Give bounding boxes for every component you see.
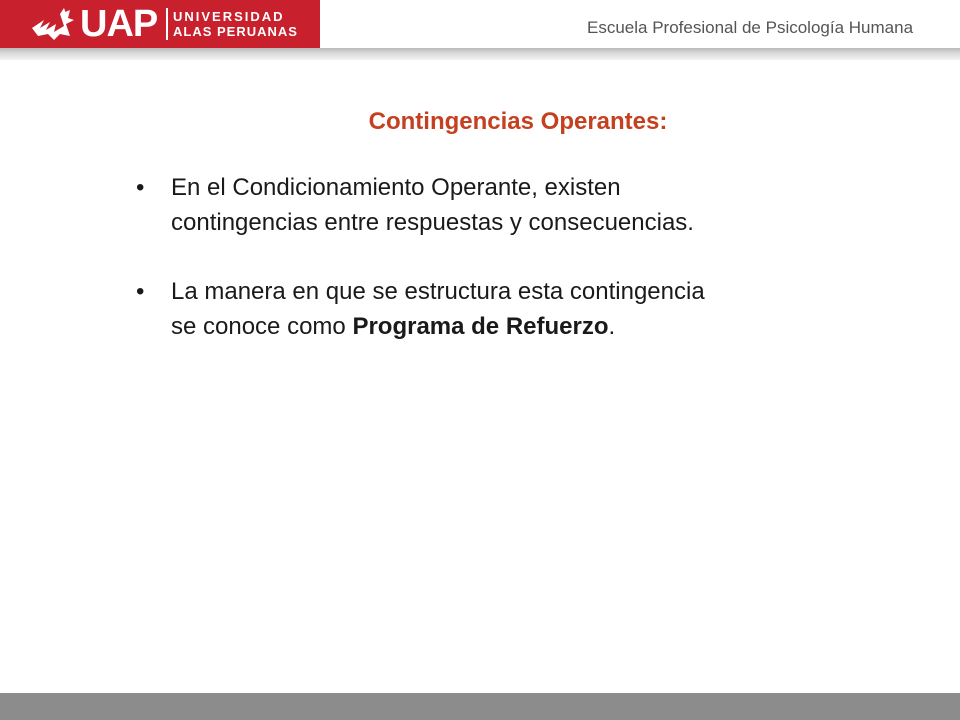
- footer-bar: [0, 693, 960, 720]
- bullet-marker: •: [136, 278, 145, 305]
- bullet-text-line: En el Condicionamiento Operante, existen: [171, 174, 621, 201]
- eagle-emblem-icon: [30, 6, 76, 42]
- bullet-text-emphasis: Programa de Refuerzo: [352, 313, 609, 340]
- logo-divider: [166, 8, 168, 40]
- bullet-item: [0, 274, 960, 344]
- university-logo: [0, 0, 320, 48]
- bullet-item: [0, 170, 960, 240]
- bullet-text-line: La manera en que se estructura esta contingencia: [171, 278, 705, 305]
- school-name: Escuela Profesional de Psicología Humana: [587, 18, 914, 37]
- bullet-text-suffix: .: [608, 313, 616, 340]
- bullet-marker: •: [136, 174, 145, 201]
- logo-brand-text: UAP: [80, 3, 158, 45]
- logo-line-alas-peruanas: ALAS PERUANAS: [173, 24, 298, 39]
- bullet-text-prefix: se conoce como: [171, 313, 353, 340]
- bullet-text-line: contingencias entre respuestas y consecuencias.: [171, 209, 694, 236]
- slide-title: Contingencias Operantes:: [368, 108, 668, 135]
- bullet-list: [0, 170, 960, 378]
- slide-header: [0, 0, 960, 50]
- header-shadow-band: [0, 48, 960, 60]
- logo-line-universidad: UNIVERSIDAD: [173, 9, 285, 24]
